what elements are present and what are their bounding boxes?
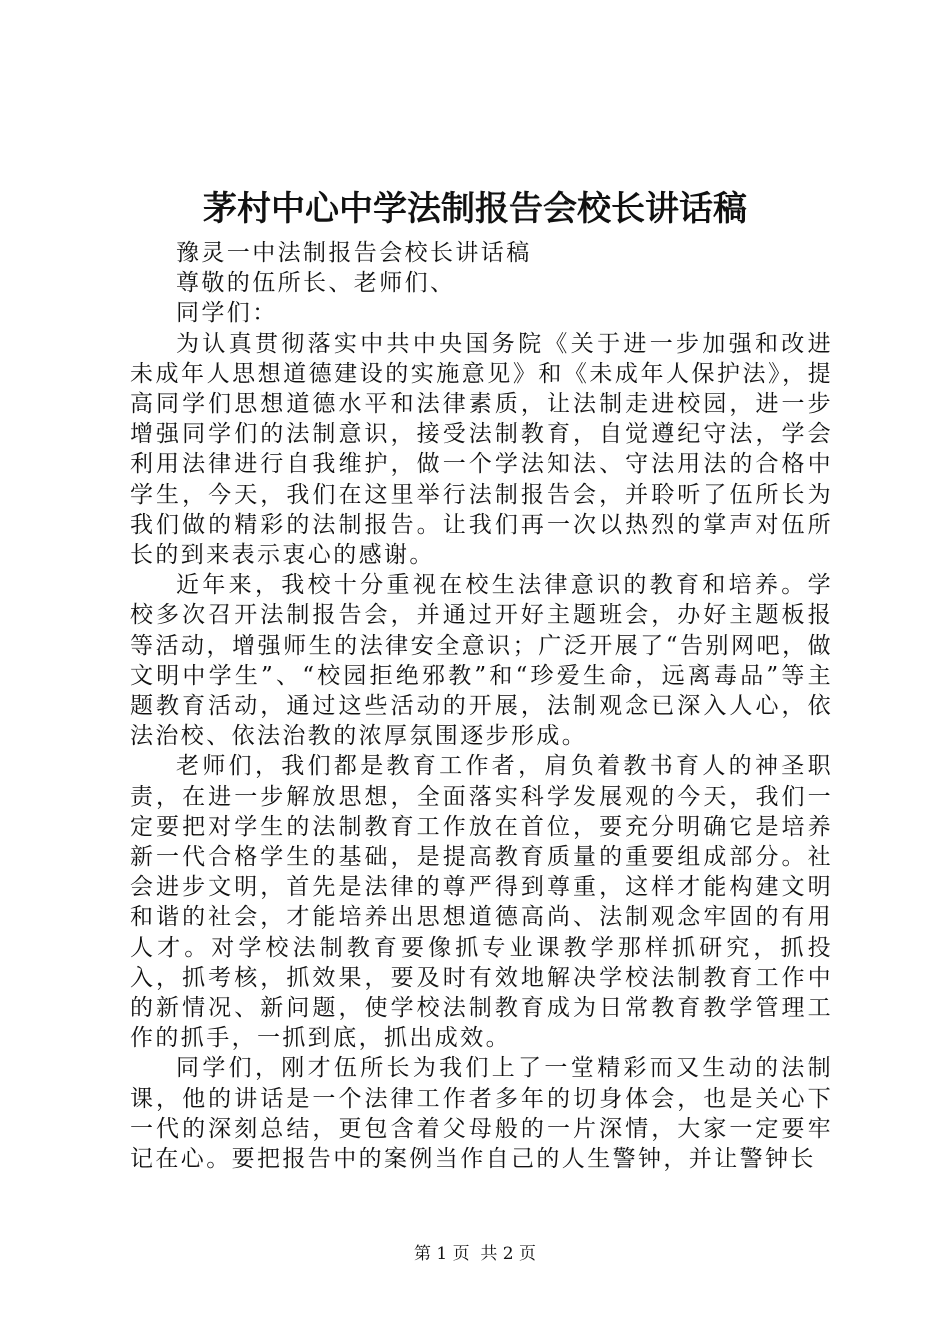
paragraph-1: 为认真贯彻落实中共中央国务院《关于进一步加强和改进未成年人思想道德建设的实施意见》和《未成年人保护法》，提高同学们思想道德水平和法律素质，让法制走进校园，进一步增强同学们的法制意识，接受法制教育，自觉遵纪守法，学会利用法律进行自我维护，做一个学法知法、守法用法的合格中学生，今天，我们在这里举行法制报告会，并聆听了伍所长为我们做的精彩的法制报告。让我们再一次以热烈的掌声对伍所长的到来表示衷心的感谢。 [130, 330, 833, 569]
paragraph-3: 老师们，我们都是教育工作者，肩负着教书育人的神圣职责，在进一步解放思想，全面落实科学发展观的今天，我们一定要把对学生的法制教育工作放在首位，要充分明确它是培养新一代合格学生的基础，是提高教育质量的重要组成部分。社会进步文明，首先是法律的尊严得到尊重，这样才能构建文明和谐的社会，才能培养出思想道德高尚、法制观念牢固的有用人才。对学校法制教育要像抓专业课教学那样抓研究，抓投入，抓考核，抓效果，要及时有效地解决学校法制教育工作中的新情况、新问题，使学校法制教育成为日常教育教学管理工作的抓手，一抓到底，抓出成效。 [130, 753, 833, 1052]
document-body [130, 238, 833, 1174]
paragraph-salutation-2: 同学们： [176, 300, 278, 327]
document-title: 茅村中心中学法制报告会校长讲话稿 [203, 189, 747, 229]
page-footer [0, 1242, 950, 1266]
page-number: 第 1 页 共 2 页 [413, 1244, 537, 1264]
paragraph-4: 同学们，刚才伍所长为我们上了一堂精彩而又生动的法制课，他的讲话是一个法律工作者多年的切身体会，也是关心下一代的深刻总结，更包含着父母般的一片深情，大家一定要牢记在心。要把报告中的案例当作自己的人生警钟，并让警钟长 [130, 1055, 833, 1173]
paragraph-2: 近年来，我校十分重视在校生法律意识的教育和培养。学校多次召开法制报告会，并通过开好主题班会，办好主题板报等活动，增强师生的法律安全意识；广泛开展了“告别网吧，做文明中学生”、“校园拒绝邪教”和“珍爱生命，远离毒品”等主题教育活动，通过这些活动的开展，法制观念已深入人心，依法治校、依法治教的浓厚氛围逐步形成。 [130, 572, 833, 750]
paragraph-salutation-1: 尊敬的伍所长、老师们、 [176, 270, 456, 297]
paragraph-subtitle: 豫灵一中法制报告会校长讲话稿 [176, 240, 532, 266]
